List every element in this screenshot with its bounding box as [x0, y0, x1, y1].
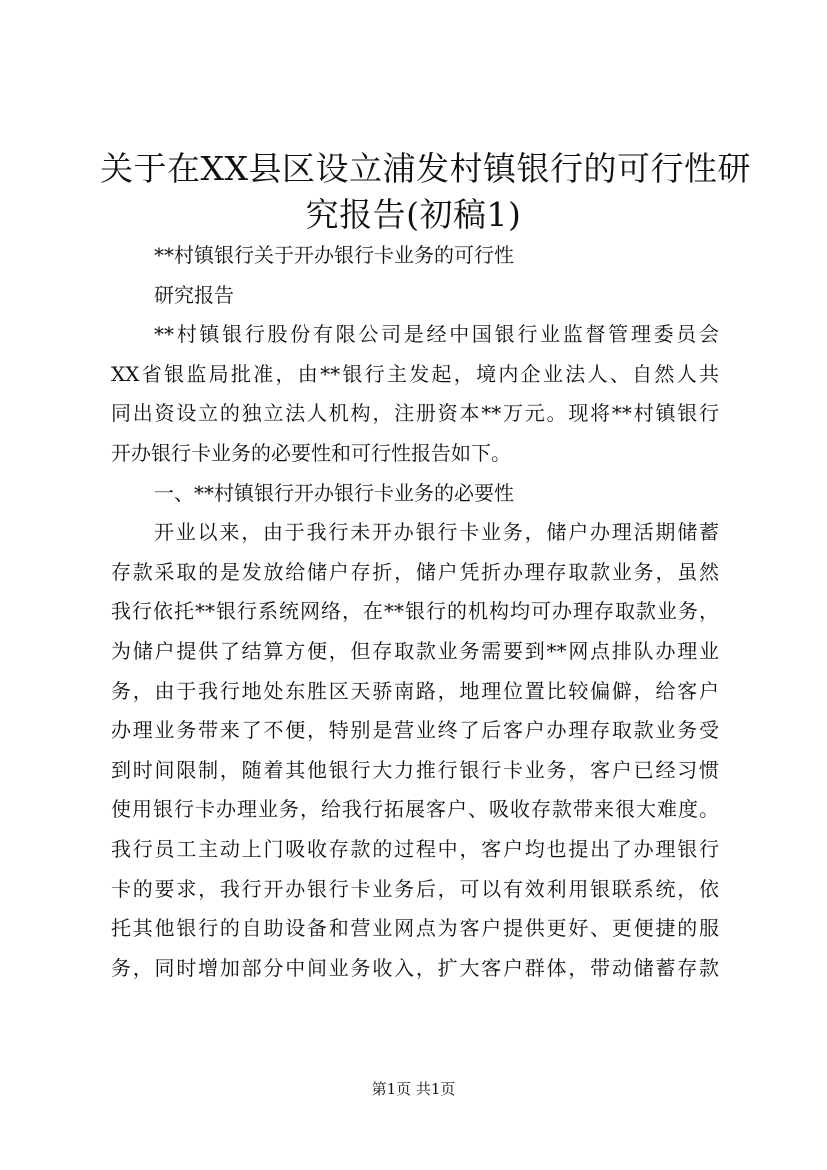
body-line: 为储户提供了结算方便，但存取款业务需要到**网点排队办理业 — [111, 638, 719, 663]
document-title — [100, 146, 751, 238]
body-line: 卡的要求，我行开办银行卡业务后，可以有效利用银联系统，依 — [111, 876, 719, 901]
document-body — [111, 236, 719, 988]
body-line: 研究报告 — [154, 282, 234, 307]
body-line: 务，由于我行地处东胜区天骄南路，地理位置比较偏僻，给客户 — [111, 678, 719, 703]
body-line: 托其他银行的自助设备和营业网点为客户提供更好、更便捷的服 — [111, 916, 719, 941]
title-line-2: 究报告(初稿1) — [305, 195, 522, 234]
body-line: 办理业务带来了不便，特别是营业终了后客户办理存取款业务受 — [111, 718, 719, 743]
body-line: 务，同时增加部分中间业务收入，扩大客户群体，带动储蓄存款 — [111, 955, 719, 980]
body-line: 存款采取的是发放给储户存折，储户凭折办理存取款业务，虽然 — [111, 559, 719, 584]
body-line: 使用银行卡办理业务，给我行拓展客户、吸收存款带来很大难度。 — [111, 797, 719, 822]
body-line: 开业以来，由于我行未开办银行卡业务，储户办理活期储蓄 — [154, 520, 719, 545]
body-line: 我行依托**银行系统网络，在**银行的机构均可办理存取款业务， — [111, 599, 719, 624]
body-line: **村镇银行关于开办银行卡业务的可行性 — [154, 243, 514, 267]
page-footer: 第1页 共1页 — [371, 1080, 456, 1098]
body-line: XX省银监局批准，由**银行主发起，境内企业法人、自然人共 — [111, 361, 719, 386]
title-line-1: 关于在XX县区设立浦发村镇银行的可行性研 — [100, 149, 751, 188]
body-line: 到时间限制，随着其他银行大力推行银行卡业务，客户已经习惯 — [111, 757, 719, 782]
body-line: 同出资设立的独立法人机构，注册资本**万元。现将**村镇银行 — [111, 401, 719, 426]
body-line: 我行员工主动上门吸收存款的过程中，客户均也提出了办理银行 — [111, 836, 719, 861]
body-line: 一、**村镇银行开办银行卡业务的必要性 — [154, 480, 514, 505]
body-line: 开办银行卡业务的必要性和可行性报告如下。 — [111, 440, 511, 465]
body-line: **村镇银行股份有限公司是经中国银行业监督管理委员会 — [154, 322, 719, 347]
